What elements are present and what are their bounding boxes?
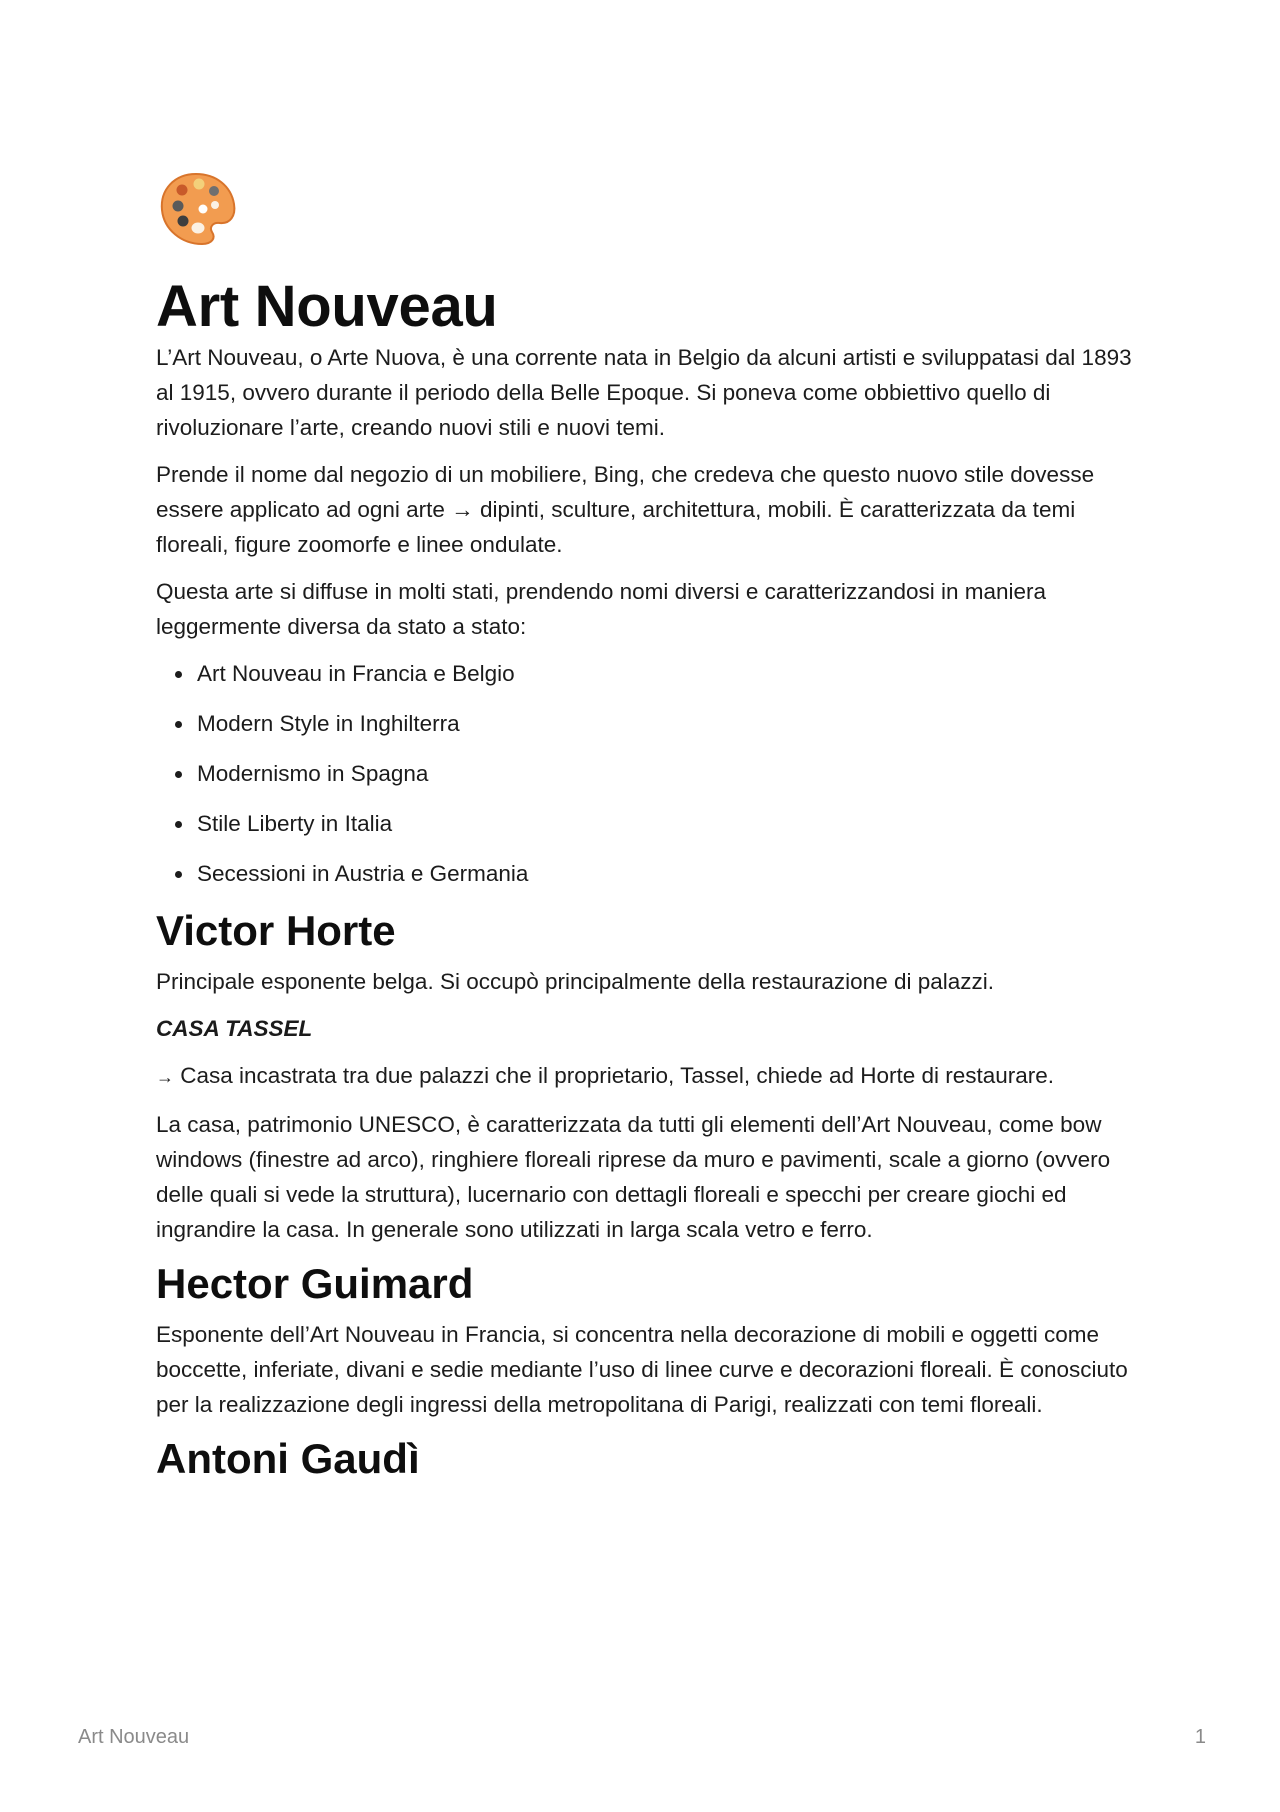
casa-tassel-arrow-line: [156, 1058, 1136, 1095]
document-page: [156, 168, 1136, 1492]
casa-tassel-description: La casa, patrimonio UNESCO, è caratterizzata da tutti gli elementi dell’Art Nouveau, come bow windows (finestre ad arco), ringhiere floreali riprese da muro e pavimenti, scale a giorno (ovvero delle quali si vede la struttura), lucernario con dettagli floreali e specchi per creare giochi ed ingrandire la casa. In generale sono utilizzati in larga scala vetro e ferro.: [156, 1112, 1111, 1242]
diffusion-paragraph: Questa arte si diffuse in molti stati, prendendo nomi diversi e caratterizzandosi in maniera leggermente diversa da stato a stato:: [156, 579, 1047, 639]
horte-intro: Principale esponente belga. Si occupò principalmente della restaurazione di palazzi.: [156, 969, 995, 994]
arrow-icon: →: [156, 1067, 174, 1087]
page-title: Art Nouveau: [156, 274, 498, 339]
casa-tassel-subheading: CASA TASSEL: [156, 1016, 313, 1041]
section-heading-victor-horte: Victor Horte: [156, 907, 396, 954]
list-item: Secessioni in Austria e Germania: [197, 856, 1136, 891]
list-item: Art Nouveau in Francia e Belgio: [197, 656, 1136, 691]
list-item: Modern Style in Inghilterra: [197, 706, 1136, 741]
list-item: Stile Liberty in Italia: [197, 806, 1136, 841]
section-heading-antoni-gaudi: Antoni Gaudì: [156, 1435, 420, 1482]
states-list: [156, 656, 1136, 891]
guimard-paragraph: Esponente dell’Art Nouveau in Francia, si concentra nella decorazione di mobili e oggetti come boccette, inferiate, divani e sedie mediante l’uso di linee curve e decorazioni floreali. È conosciuto per la realizzazione degli ingressi della metropolitana di Parigi, realizzati con temi floreali.: [156, 1322, 1128, 1417]
intro-paragraph: L’Art Nouveau, o Arte Nuova, è una corrente nata in Belgio da alcuni artisti e sviluppatasi dal 1893 al 1915, ovvero durante il periodo della Belle Epoque. Si poneva come obbiettivo quello di rivoluzionare l’arte, creando nuovi stili e nuovi temi.: [156, 345, 1132, 440]
artist-palette-icon: [156, 168, 240, 252]
list-item: Modernismo in Spagna: [197, 756, 1136, 791]
name-origin-paragraph: Prende il nome dal negozio di un mobiliere, Bing, che credeva che questo nuovo stile dovesse essere applicato ad ogni arte → dipinti, sculture, architettura, mobili. È caratterizzata da temi floreali, figure zoomorfe e linee ondulate.: [156, 462, 1095, 557]
footer-title: Art Nouveau: [78, 1726, 190, 1748]
section-heading-hector-guimard: Hector Guimard: [156, 1260, 474, 1307]
page-number: 1: [1194, 1726, 1206, 1748]
casa-tassel-arrow-text: Casa incastrata tra due palazzi che il proprietario, Tassel, chiede ad Horte di restaurare.: [180, 1063, 1055, 1088]
